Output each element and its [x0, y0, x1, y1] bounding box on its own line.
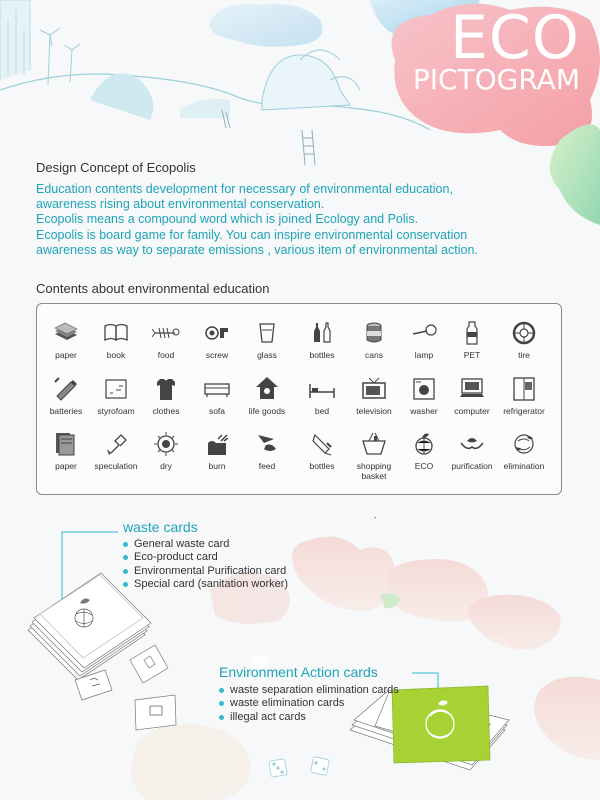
bed-icon: [307, 374, 337, 404]
pictogram-label: food: [157, 350, 175, 360]
pictogram-label: paper: [55, 461, 77, 471]
fish-bone-icon: [151, 318, 181, 348]
pictogram-label: screw: [205, 350, 229, 360]
pictogram-label: clothes: [152, 406, 180, 416]
pictogram-label: glass: [257, 350, 277, 360]
pictogram-item: [41, 429, 91, 471]
pictogram-item: [192, 429, 242, 471]
waste-cards-title: waste cards: [123, 519, 198, 535]
pictogram-label: ECO: [414, 461, 434, 471]
pictogram-item: [141, 318, 191, 360]
pet-bottle-icon: [457, 318, 487, 348]
pictogram-item: [41, 374, 91, 416]
list-item: Eco-product card: [122, 551, 288, 564]
burn-icon: [202, 429, 232, 459]
pictogram-item: [399, 429, 449, 471]
pictogram-label: washer: [410, 406, 438, 416]
pictogram-item: [349, 374, 399, 416]
can-icon: [359, 318, 389, 348]
purification-icon: [457, 429, 487, 459]
house-icon: [252, 374, 282, 404]
concept-line: awareness rising about environmental conservation.: [36, 197, 325, 212]
refrigerator-icon: [509, 374, 539, 404]
pictogram-item: [349, 318, 399, 360]
paper-stack-icon: [51, 318, 81, 348]
pictogram-panel: [36, 303, 562, 495]
pictogram-item: [447, 318, 497, 360]
pictogram-item: [192, 374, 242, 416]
pictogram-item: [399, 374, 449, 416]
pictogram-label: dry: [160, 461, 172, 471]
pictogram-label: PET: [463, 350, 481, 360]
elimination-icon: [509, 429, 539, 459]
screw-icon: [202, 318, 232, 348]
washer-icon: [409, 374, 439, 404]
pictogram-label: batteries: [49, 406, 83, 416]
pictogram-label: life goods: [248, 406, 286, 416]
tire-icon: [509, 318, 539, 348]
pictogram-label: bottles: [309, 350, 335, 360]
pictogram-item: [399, 318, 449, 360]
svg-text:´: ´: [374, 516, 377, 526]
pictogram-item: [297, 429, 347, 471]
pictogram-item: [297, 318, 347, 360]
pictogram-item: [499, 429, 549, 471]
pictogram-label: burn: [208, 461, 226, 471]
pictogram-label: purification: [451, 461, 493, 471]
action-cards-title: Environment Action cards: [219, 664, 378, 680]
pictogram-label: computer: [454, 406, 490, 416]
pictogram-label: elimination: [503, 461, 545, 471]
dice-decoration: [269, 757, 330, 778]
list-item: General waste card: [122, 538, 288, 551]
bottles-icon: [307, 318, 337, 348]
list-item: waste separation elimination cards: [218, 684, 399, 697]
pictogram-item: [242, 318, 292, 360]
glass-icon: [252, 318, 282, 348]
concept-title: Design Concept of Ecopolis: [36, 160, 196, 175]
waste-card-stack: [28, 573, 176, 730]
pictogram-label: shopping basket: [356, 461, 392, 481]
sofa-icon: [202, 374, 232, 404]
paper-bundle-icon: [51, 429, 81, 459]
list-item: Special card (sanitation worker): [122, 578, 288, 591]
feed-icon: [252, 429, 282, 459]
pictogram-item: [192, 318, 242, 360]
book-icon: [101, 318, 131, 348]
pictogram-item: [499, 318, 549, 360]
pictogram-label: tire: [518, 350, 530, 360]
concept-line: Ecopolis is board game for family. You can inspire environmental conservation: [36, 227, 468, 242]
clothes-icon: [151, 374, 181, 404]
pictogram-item: [447, 374, 497, 416]
pictogram-label: lamp: [414, 350, 434, 360]
list-item: illegal act cards: [218, 711, 399, 724]
speculation-icon: [101, 429, 131, 459]
bottle-pour-icon: [307, 429, 337, 459]
pictogram-label: book: [106, 350, 126, 360]
list-item: waste elimination cards: [218, 697, 399, 710]
sun-dry-icon: [151, 429, 181, 459]
pictogram-label: bed: [314, 406, 330, 416]
pictogram-label: television: [356, 406, 392, 416]
contents-title: Contents about environmental education: [36, 281, 270, 296]
styrofoam-icon: [101, 374, 131, 404]
pictogram-item: [91, 374, 141, 416]
waste-cards-list: [122, 538, 288, 592]
computer-icon: [457, 374, 487, 404]
header-title-pictogram: PICTOGRAM: [412, 63, 580, 96]
pictogram-item: [41, 318, 91, 360]
pictogram-item: [242, 429, 292, 471]
television-icon: [359, 374, 389, 404]
pictogram-label: refrigerator: [503, 406, 545, 416]
pictogram-label: paper: [55, 350, 77, 360]
header-title-eco: ECO: [449, 3, 580, 73]
pictogram-item: [349, 429, 399, 481]
concept-line: Education contents development for necessary of environmental education,: [36, 182, 453, 196]
pictogram-label: styrofoam: [97, 406, 135, 416]
pictogram-label: speculation: [94, 461, 138, 471]
pictogram-label: cans: [365, 350, 383, 360]
concept-text: [36, 182, 506, 258]
pictogram-item: [242, 374, 292, 416]
concept-line: Ecopolis means a compound word which is joined Ecology and Polis.: [36, 212, 419, 227]
battery-icon: [51, 374, 81, 404]
pictogram-item: [91, 429, 141, 471]
pictogram-item: [447, 429, 497, 471]
pictogram-label: sofa: [208, 406, 226, 416]
list-item: Environmental Purification card: [122, 565, 288, 578]
eco-globe-icon: [409, 429, 439, 459]
pictogram-item: [141, 374, 191, 416]
pictogram-label: bottles: [309, 461, 335, 471]
pictogram-item: [91, 318, 141, 360]
pictogram-item: [297, 374, 347, 416]
pictogram-item: [499, 374, 549, 416]
lamp-icon: [409, 318, 439, 348]
pictogram-item: [141, 429, 191, 471]
action-cards-list: [218, 684, 399, 724]
concept-line: awareness as way to separate emissions , various item of environmental action.: [36, 242, 478, 257]
shopping-basket-icon: [359, 429, 389, 459]
pictogram-label: feed: [258, 461, 276, 471]
